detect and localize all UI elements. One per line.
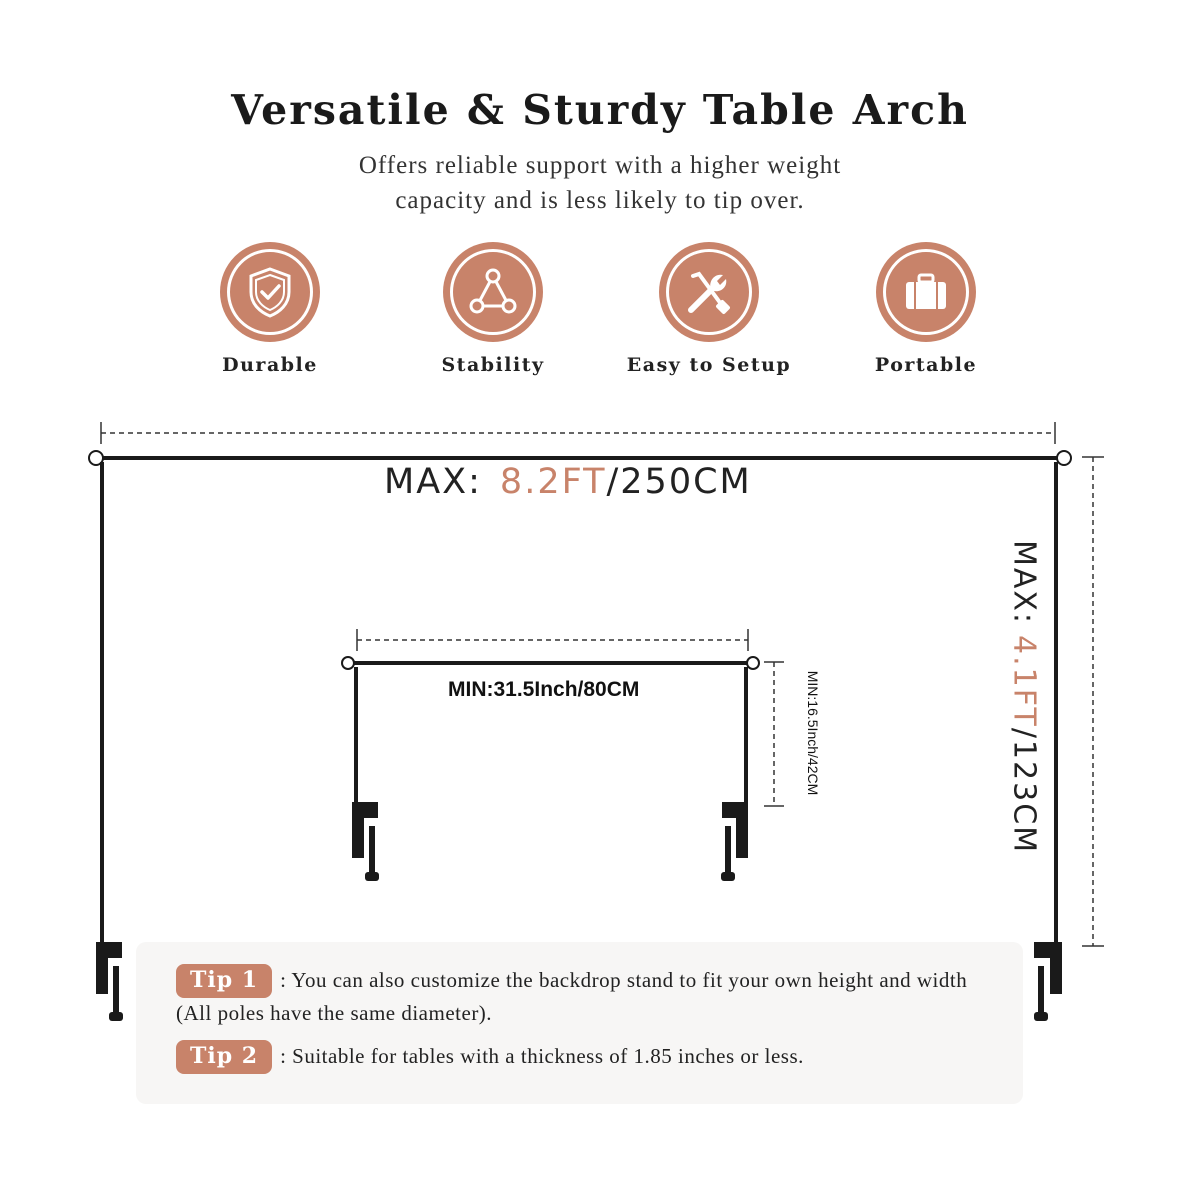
tips-panel — [136, 942, 1023, 1104]
max-height-prefix: MAX: — [1006, 539, 1042, 626]
tip-text: : You can also customize the backdrop stand to fit your own height and width (All poles have the same diameter). — [176, 968, 968, 1025]
clamp-large-left — [96, 942, 123, 1021]
max-height-suffix: /123CM — [1006, 727, 1042, 855]
max-height-label — [1007, 540, 1042, 854]
tip-text: : Suitable for tables with a thickness of 1.85 inches or less. — [280, 1044, 804, 1068]
max-width-value: 8.2FT — [499, 462, 607, 502]
max-width-suffix: /250CM — [606, 462, 752, 502]
min-height-label: MIN:16.5Inch/42CM — [805, 670, 821, 796]
max-height-dimension-line — [1082, 457, 1104, 946]
feature-label: Stability — [441, 354, 545, 376]
tip-badge: Tip 1 — [176, 964, 272, 998]
clamp-small-left — [352, 802, 379, 881]
min-height-dimension-line — [764, 662, 784, 806]
feature-label: Easy to Setup — [626, 354, 792, 376]
clamp-small-right — [721, 802, 748, 881]
subtitle-line-1: Offers reliable support with a higher weight — [358, 152, 842, 179]
max-width-dimension-line — [101, 422, 1055, 444]
tip-2 — [176, 1040, 996, 1074]
tip-badge: Tip 2 — [176, 1040, 272, 1074]
min-width-dimension-line — [357, 629, 748, 651]
feature-label: Portable — [874, 354, 978, 376]
max-width-label — [384, 462, 752, 502]
max-height-value: 4.1FT — [1006, 635, 1042, 728]
max-width-prefix: MAX: — [384, 462, 482, 502]
feature-label: Durable — [222, 354, 318, 376]
min-width-label: MIN:31.5Inch/80CM — [448, 678, 640, 701]
tip-1 — [176, 964, 996, 1028]
clamp-large-right — [1034, 942, 1062, 1021]
subtitle-line-2: capacity and is less likely to tip over. — [395, 187, 805, 214]
page-title: Versatile & Sturdy Table Arch — [231, 86, 969, 134]
